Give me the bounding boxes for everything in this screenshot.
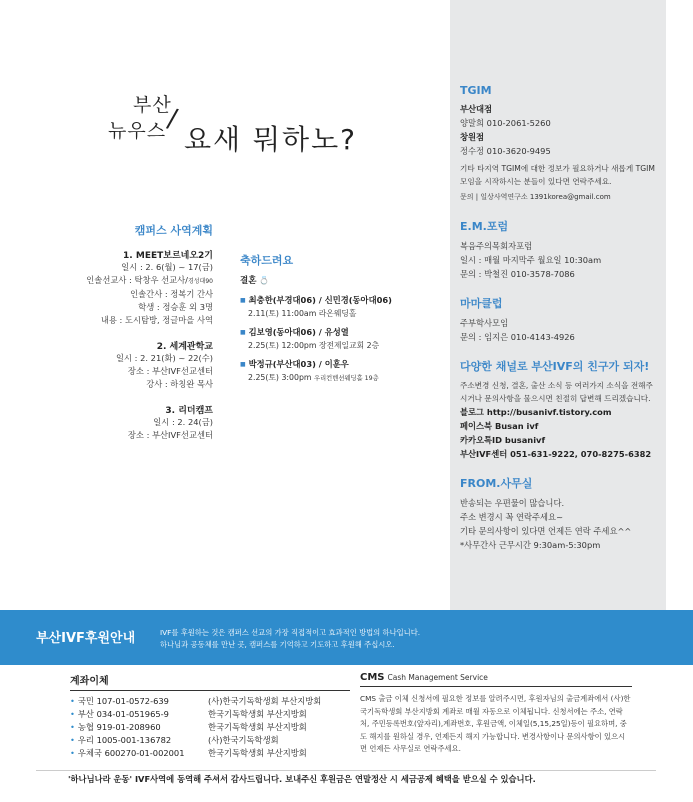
campus-event-title: 1. MEET보르네오2기 bbox=[123, 251, 213, 261]
friends-section bbox=[460, 358, 660, 461]
campus-event-line-text: 학생 : 정승훈 외 3명 bbox=[138, 302, 213, 312]
account-holder: (사)한국기독학생회 bbox=[208, 735, 279, 745]
info-row: 카카오톡ID busanivf bbox=[460, 435, 546, 445]
wedding-item bbox=[240, 294, 445, 320]
bullet-icon: • bbox=[70, 722, 75, 732]
info-row: *사무간사 근무시간 9:30am-5:30pm bbox=[460, 540, 601, 550]
campus-event-title: 2. 세계관학교 bbox=[156, 342, 213, 352]
account-row bbox=[70, 747, 350, 760]
tgim-section bbox=[460, 84, 660, 204]
campus-event-line-text: 일시 : 2. 21(화) ~ 22(수) bbox=[116, 353, 213, 363]
info-row: 정수정 010-3620-9495 bbox=[460, 146, 551, 156]
wedding-detail-text: 2.25(토) 12:00pm 장전제일교회 2층 bbox=[248, 341, 380, 350]
campus-section bbox=[60, 222, 213, 442]
account-holder: 한국기독학생회 부산지방회 bbox=[208, 722, 307, 732]
campus-heading: 캠퍼스 사역계획 bbox=[134, 224, 213, 237]
info-row: 복음주의목회자포럼 bbox=[460, 241, 533, 251]
bullet-icon: • bbox=[70, 696, 75, 706]
office-heading: FROM.사무실 bbox=[460, 477, 533, 490]
campus-event-line bbox=[60, 365, 213, 378]
title-busan: 부산 bbox=[133, 94, 172, 116]
cms-heading: CMS Cash Management Service bbox=[360, 672, 632, 687]
office-section bbox=[460, 475, 660, 552]
wedding-couple-names: 박정규(부산대03) / 이훈우 bbox=[248, 359, 349, 369]
info-row: 페이스북 Busan ivf bbox=[460, 421, 539, 431]
campus-event-line-text: 내용 : 도시탐방, 정글마을 사역 bbox=[100, 315, 213, 325]
info-row: 창원점 bbox=[460, 132, 485, 142]
wedding-detail bbox=[240, 339, 445, 352]
account-row bbox=[70, 721, 350, 734]
info-row: 기타 문의사항이 있다면 언제든 연락 주세요^^ bbox=[460, 526, 632, 536]
ring-icon: 💍 bbox=[259, 276, 270, 285]
friends-heading: 다양한 채널로 부산IVF의 친구가 되자! bbox=[460, 360, 650, 373]
info-row: 반송되는 우편물이 많습니다. bbox=[460, 498, 565, 508]
congrats-section bbox=[240, 252, 445, 391]
title-news: 뉴우스 bbox=[108, 120, 167, 142]
mama-club-heading: 마마클럽 bbox=[460, 297, 503, 310]
congrats-list bbox=[240, 294, 445, 385]
account-holder: (사)한국기독학생회 부산지방회 bbox=[208, 696, 322, 706]
info-row: 블로그 http://busanivf.tistory.com bbox=[460, 407, 612, 417]
congrats-heading: 축하드려요 bbox=[240, 254, 294, 267]
wedding-couple bbox=[240, 358, 445, 371]
campus-event-line-text: 장소 : 부산IVF선교센터 bbox=[127, 366, 213, 376]
accounts-heading: 계좌이체 bbox=[70, 672, 350, 691]
account-holder: 한국기독학생회 부산지방회 bbox=[208, 709, 307, 719]
campus-event-line bbox=[60, 416, 213, 429]
support-title: 부산IVF후원안내 bbox=[36, 631, 136, 646]
tgim-contact: 문의 | 일상사역연구소 1391korea@gmail.com bbox=[460, 193, 611, 201]
account-number bbox=[70, 708, 208, 721]
wedding-detail-venue: 우리컨벤션웨딩홀 19층 bbox=[314, 375, 379, 382]
campus-event-line-note: 경성대90 bbox=[187, 278, 213, 285]
title-slash: / bbox=[164, 103, 180, 135]
cms-section bbox=[360, 672, 632, 756]
info-row: 양말희 010-2061-5260 bbox=[460, 118, 551, 128]
em-forum-section bbox=[460, 218, 660, 281]
account-number bbox=[70, 734, 208, 747]
support-description: IVF를 후원하는 것은 캠퍼스 선교의 가장 직접적이고 효과적인 방법의 하나입니다. 하나님과 공동체를 만난 곳, 캠퍼스를 기억하고 기도하고 후원해 주십시오. bbox=[160, 628, 421, 649]
account-number-text: 농협 919-01-208960 bbox=[77, 722, 161, 732]
bullet-icon: • bbox=[70, 748, 75, 758]
info-row: 문의 : 박철진 010-3578-7086 bbox=[460, 269, 575, 279]
account-number-text: 국민 107-01-0572-639 bbox=[77, 696, 169, 706]
account-number bbox=[70, 721, 208, 734]
bullet-icon: ■ bbox=[240, 361, 246, 368]
info-row: 주소 변경시 꼭 연락주세요~ bbox=[460, 512, 564, 522]
info-row: 일시 : 매월 마지막주 월요일 10:30am bbox=[460, 255, 602, 265]
campus-events bbox=[60, 248, 213, 442]
wedding-detail bbox=[240, 307, 445, 320]
account-row bbox=[70, 695, 350, 708]
campus-event-line bbox=[60, 378, 213, 391]
wedding-subheading: 결혼 💍 bbox=[240, 276, 270, 286]
footer-divider bbox=[36, 770, 656, 771]
wedding-detail-text: 2.11(토) 11:00am 라온웨딩홀 bbox=[248, 309, 357, 318]
account-number-text: 우리 1005-001-136782 bbox=[77, 735, 172, 745]
accounts-section bbox=[70, 672, 350, 760]
account-number bbox=[70, 747, 208, 760]
campus-event-line bbox=[60, 288, 213, 301]
wedding-couple bbox=[240, 326, 445, 339]
tgim-note: 기타 타지역 TGIM에 대한 정보가 필요하거나 새롭게 TGIM모임을 시작하시는 분들이 있다면 연락주세요. bbox=[460, 164, 655, 186]
campus-event-title: 3. 리더캠프 bbox=[165, 406, 213, 416]
campus-event-line bbox=[60, 261, 213, 274]
wedding-item bbox=[240, 358, 445, 385]
bullet-icon: • bbox=[70, 735, 75, 745]
campus-event-line-text: 인솔선교사 : 탁창우 선교사/ bbox=[86, 275, 188, 285]
campus-event-line-text: 강사 : 하칭완 목사 bbox=[146, 379, 213, 389]
account-number-text: 우체국 600270-01-002001 bbox=[77, 748, 185, 758]
campus-event-line bbox=[60, 301, 213, 314]
account-row bbox=[70, 708, 350, 721]
page-title: 요새 뭐하노? bbox=[184, 123, 358, 156]
campus-event-line-text: 일시 : 2. 6(월) ~ 17(금) bbox=[121, 262, 213, 272]
wedding-couple-names: 최충한(부경대06) / 신민경(동아대06) bbox=[248, 295, 392, 305]
em-forum-heading: E.M.포럼 bbox=[460, 220, 509, 233]
bullet-icon: ■ bbox=[240, 297, 246, 304]
account-holder: 한국기독학생회 부산지방회 bbox=[208, 748, 307, 758]
campus-event-line bbox=[60, 314, 213, 327]
cms-text: CMS 출금 이체 신청서에 필요한 정보를 알려주시면, 후원자님의 출금계좌에서 (사)한국기독학생회 부산지방회 계좌로 매월 자동으로 이체됩니다. 신청서에는 주소, 연락처, 주민등록번호(앞자리),계좌번호, 후원금액, 이체일(5,15,25일)등이 필요하며, 중도 해지를 원하실 경우, 언제든지 해지 가능합니다. 변경사항이나 문의사항이 있으시면 언제든 사무실로 연락주세요. bbox=[360, 694, 631, 753]
bullet-icon: • bbox=[70, 709, 75, 719]
footer-note: '하나님나라 운동' IVF사역에 동역해 주셔서 감사드립니다. 보내주신 후원금은 연말정산 시 세금공제 혜택을 받으실 수 있습니다. bbox=[68, 774, 536, 784]
account-number bbox=[70, 695, 208, 708]
info-panel bbox=[460, 84, 660, 562]
bullet-icon: ■ bbox=[240, 329, 246, 336]
campus-event-line-text: 인솔간사 : 정복기 간사 bbox=[130, 289, 213, 299]
mama-club-section bbox=[460, 295, 660, 344]
campus-event-line bbox=[60, 429, 213, 442]
wedding-detail bbox=[240, 371, 445, 385]
wedding-detail-text: 2.25(토) 3:00pm bbox=[248, 373, 314, 382]
info-row: 부산IVF센터 051-631-9222, 070-8275-6382 bbox=[460, 449, 652, 459]
friends-note: 주소변경 신청, 결혼, 출산 소식 등 여러가지 소식을 전해주시거나 문의사항을 물으시면 친절히 답변해 드리겠습니다. bbox=[460, 381, 653, 403]
account-number-text: 부산 034-01-051965-9 bbox=[77, 709, 169, 719]
info-row: 부산대점 bbox=[460, 104, 493, 114]
info-row: 주부학사모임 bbox=[460, 318, 509, 328]
campus-event-line-text: 장소 : 부산IVF선교센터 bbox=[127, 430, 213, 440]
info-row: 문의 : 임지은 010-4143-4926 bbox=[460, 332, 575, 342]
campus-event-line bbox=[60, 352, 213, 365]
account-row bbox=[70, 734, 350, 747]
campus-event-line bbox=[60, 274, 213, 288]
wedding-couple bbox=[240, 294, 445, 307]
campus-event-line-text: 일시 : 2. 24(금) bbox=[153, 417, 213, 427]
wedding-item bbox=[240, 326, 445, 352]
tgim-heading: TGIM bbox=[460, 84, 492, 97]
wedding-couple-names: 김보영(동아대06) / 유성열 bbox=[248, 327, 349, 337]
